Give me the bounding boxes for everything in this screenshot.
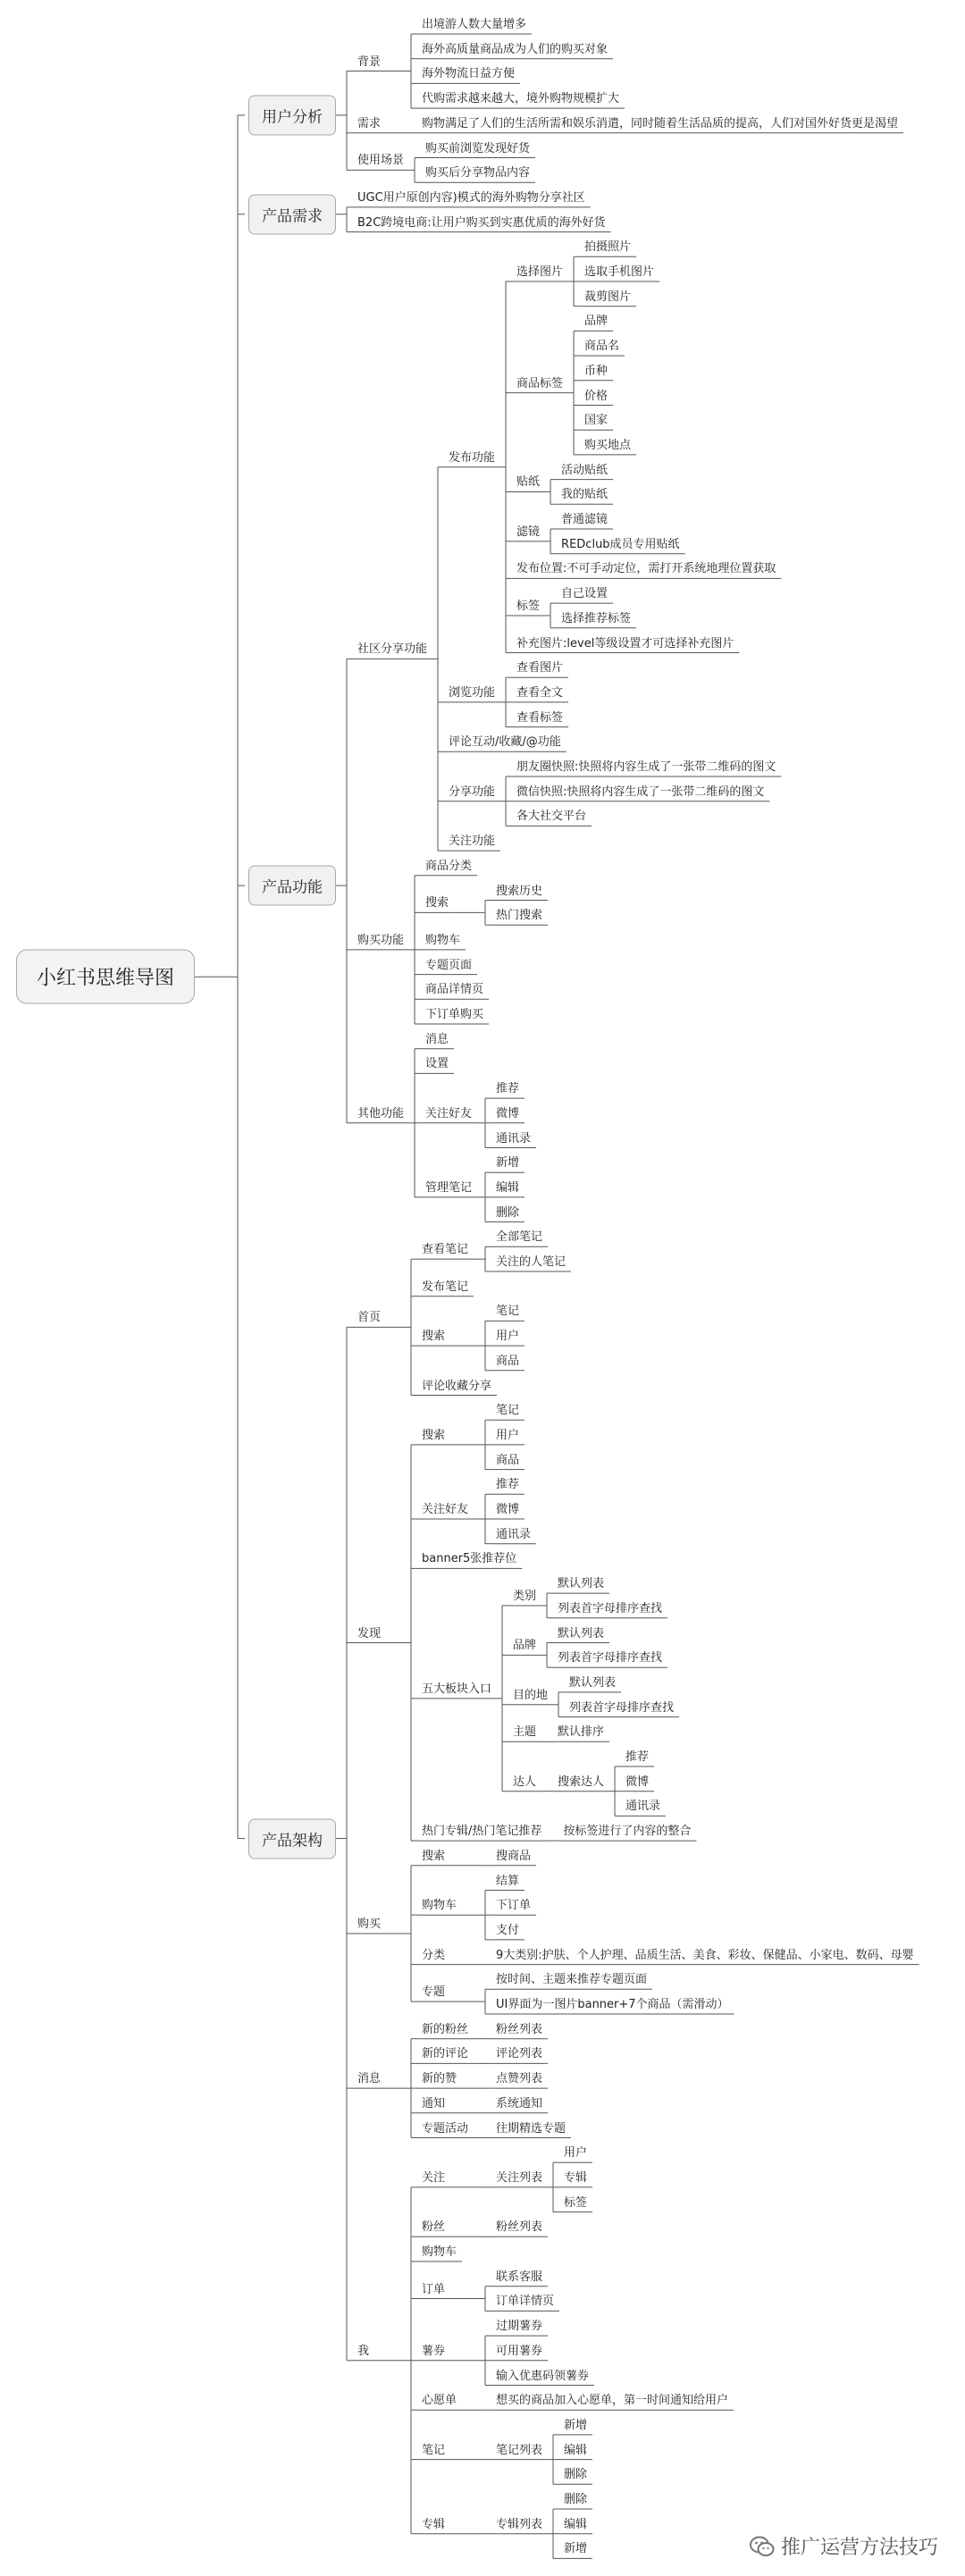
wechat-icon xyxy=(749,2535,776,2558)
mindmap-node: 拍摄照片 xyxy=(584,240,632,255)
mindmap-node: 购买 xyxy=(357,1917,382,1931)
mindmap-node: 自己设置 xyxy=(561,587,608,601)
mindmap-node: 我 xyxy=(357,2344,370,2358)
mindmap-node: 笔记 xyxy=(496,1305,520,1319)
mindmap-node: 目的地 xyxy=(513,1688,549,1702)
mindmap-node: 购物车 xyxy=(425,933,461,947)
mindmap-node: 价格 xyxy=(584,389,608,403)
mindmap-node: 用户 xyxy=(496,1428,520,1442)
mindmap-node: 关注功能 xyxy=(449,835,496,849)
watermark-text: 推广运营方法技巧 xyxy=(780,2537,938,2559)
mindmap-node: 普通滤镜 xyxy=(561,513,608,526)
mindmap-node: UI界面为一图片banner+7个商品（需滑动） xyxy=(496,1998,729,2011)
mindmap-node: 新的赞 xyxy=(422,2072,457,2086)
mindmap-node: 主题 xyxy=(513,1725,537,1740)
mindmap-node: 全部笔记 xyxy=(496,1230,543,1245)
mindmap-node: 商品标签 xyxy=(516,376,564,390)
mindmap-node: 推荐 xyxy=(496,1478,520,1492)
mindmap-node: 购买前浏览发现好货 xyxy=(425,141,531,155)
mindmap-node: 点赞列表 xyxy=(496,2072,543,2086)
mindmap-node: 心愿单 xyxy=(422,2394,457,2408)
mindmap-node: 用户 xyxy=(564,2146,588,2161)
mindmap-node: 分享功能 xyxy=(449,785,496,799)
mindmap-node: 可用薯券 xyxy=(496,2344,543,2358)
mindmap-node: 新的粉丝 xyxy=(422,2022,469,2036)
mindmap-node: 想买的商品加入心愿单，第一时间通知给用户 xyxy=(496,2394,729,2408)
mindmap-node: 商品名 xyxy=(584,340,620,354)
mindmap-node: 新增 xyxy=(496,1156,520,1171)
mindmap-node: 查看笔记 xyxy=(422,1243,469,1257)
main-branch-node: 产品需求 xyxy=(248,194,336,234)
mindmap-node: 购买后分享物品内容 xyxy=(425,166,531,180)
mindmap-node: 发布位置:不可手动定位，需打开系统地理位置获取 xyxy=(516,562,776,576)
mindmap-node: 代购需求越来越大，境外购物规模扩大 xyxy=(422,92,620,106)
mindmap-node: 关注 xyxy=(422,2170,446,2185)
mindmap-node: 购买地点 xyxy=(584,438,632,452)
mindmap-node: 编辑 xyxy=(496,1180,520,1195)
mindmap-node: 关注列表 xyxy=(496,2170,543,2185)
mindmap-node: 推荐 xyxy=(496,1082,520,1096)
mindmap-node: 查看标签 xyxy=(516,710,564,725)
mindmap-node: 订单 xyxy=(422,2282,446,2296)
mindmap-node: 评论互动/收藏/@功能 xyxy=(449,735,561,750)
mindmap-node: 评论收藏分享 xyxy=(422,1379,492,1393)
mindmap-node: 选择图片 xyxy=(516,265,564,279)
mindmap-node: 默认排序 xyxy=(558,1725,605,1740)
mindmap-node: 通讯录 xyxy=(625,1800,661,1814)
mindmap-node: 搜商品 xyxy=(496,1849,532,1863)
mindmap-node: 购物车 xyxy=(422,1899,457,1913)
mindmap-node: 专辑 xyxy=(564,2170,588,2185)
mindmap-node: 商品详情页 xyxy=(425,983,484,997)
mindmap-node: 浏览功能 xyxy=(449,685,496,700)
mindmap-node: 搜索 xyxy=(422,1330,446,1344)
mindmap-node: 下订单 xyxy=(496,1899,532,1913)
mindmap-node: 默认列表 xyxy=(558,1577,605,1591)
mindmap-node: 裁剪图片 xyxy=(584,289,632,304)
mindmap-node: 列表首字母排序查找 xyxy=(558,1651,663,1666)
mindmap-node: 购买功能 xyxy=(357,933,405,947)
main-branch-node: 产品功能 xyxy=(248,866,336,906)
mindmap-node: 朋友圈快照:快照将内容生成了一张带二维码的图文 xyxy=(516,760,776,774)
mindmap-node: 关注好友 xyxy=(422,1503,469,1516)
mindmap-node: 管理笔记 xyxy=(425,1180,473,1195)
mindmap-node: 粉丝列表 xyxy=(496,2022,543,2036)
mindmap-node: 五大板块入口 xyxy=(422,1682,492,1696)
mindmap-node: 搜索 xyxy=(425,896,449,910)
mindmap-node: 贴纸 xyxy=(516,475,541,490)
mindmap-node: 9大类别:护肤、个人护理、品质生活、美食、彩妆、保健品、小家电、数码、母婴 xyxy=(496,1948,914,1962)
mindmap-node: 删除 xyxy=(564,2493,588,2506)
mindmap-node: 关注的人笔记 xyxy=(496,1255,566,1269)
mindmap-node: 按标签进行了内容的整合 xyxy=(563,1825,692,1839)
mindmap-node: 币种 xyxy=(584,364,608,378)
mindmap-node: 查看全文 xyxy=(516,685,564,700)
mindmap-node: 达人 xyxy=(513,1775,537,1789)
mindmap-node: 微博 xyxy=(496,1503,520,1516)
mindmap-node: 标签 xyxy=(564,2195,588,2210)
mindmap-node: 选择推荐标签 xyxy=(561,611,632,625)
mindmap-node: 首页 xyxy=(357,1311,382,1325)
mindmap-node: 新增 xyxy=(564,2542,588,2556)
mindmap-node: 评论列表 xyxy=(496,2047,543,2061)
mindmap-node: 默认列表 xyxy=(569,1675,617,1690)
mindmap-node: 消息 xyxy=(425,1032,449,1046)
mindmap-node: 补充图片:level等级设置才可选择补充图片 xyxy=(516,636,734,650)
mindmap-node: 商品分类 xyxy=(425,859,473,873)
mindmap-node: 推荐 xyxy=(625,1750,650,1764)
mindmap-node: 专题活动 xyxy=(422,2121,469,2135)
mindmap-node: 关注好友 xyxy=(425,1106,473,1120)
mindmap-node: 活动贴纸 xyxy=(561,463,608,477)
mindmap-node: 发现 xyxy=(357,1626,382,1640)
mindmap-node: 商品 xyxy=(496,1453,520,1467)
mindmap-node: 海外高质量商品成为人们的购买对象 xyxy=(422,42,608,56)
mindmap-node: 国家 xyxy=(584,414,608,428)
mindmap-node: 通知 xyxy=(422,2096,446,2110)
mindmap-node: 背景 xyxy=(357,55,382,69)
mindmap-node: 笔记列表 xyxy=(496,2443,543,2457)
mindmap-node: 专辑 xyxy=(422,2517,446,2531)
mindmap-node: 往期精选专题 xyxy=(496,2121,566,2135)
mindmap-node: 品牌 xyxy=(513,1639,537,1653)
mindmap-node: 消息 xyxy=(357,2072,382,2086)
mindmap-node: 笔记 xyxy=(496,1404,520,1418)
mindmap-node: 查看图片 xyxy=(516,661,564,675)
mindmap-node: 过期薯券 xyxy=(496,2320,543,2334)
mindmap-node: 薯券 xyxy=(422,2344,446,2358)
mindmap-node: 各大社交平台 xyxy=(516,810,587,824)
mindmap-node: 专辑列表 xyxy=(496,2517,543,2531)
mindmap-node: 使用场景 xyxy=(357,154,405,168)
mindmap-node: 滤镜 xyxy=(516,524,541,539)
mindmap-node: 搜索 xyxy=(422,1849,446,1863)
mindmap-node: 类别 xyxy=(513,1589,537,1603)
mindmap-node: 编辑 xyxy=(564,2443,588,2457)
mindmap-node: 列表首字母排序查找 xyxy=(569,1700,675,1715)
mindmap-node: 编辑 xyxy=(564,2517,588,2531)
mindmap-node: 微信快照:快照将内容生成了一张带二维码的图文 xyxy=(516,785,765,799)
mindmap-node: 系统通知 xyxy=(496,2096,543,2110)
mindmap-node: 选取手机图片 xyxy=(584,265,655,279)
mindmap-node: 其他功能 xyxy=(357,1106,405,1120)
mindmap-node: 搜索历史 xyxy=(496,884,543,898)
mindmap-node: 新增 xyxy=(564,2418,588,2432)
mindmap-node: 笔记 xyxy=(422,2443,446,2457)
mindmap-node: 专题 xyxy=(422,1985,446,2000)
mindmap-node: 专题页面 xyxy=(425,958,473,972)
mindmap-node: 搜索达人 xyxy=(558,1775,605,1789)
mindmap-node: 热门专辑/热门笔记推荐 xyxy=(422,1825,542,1839)
mindmap-node: 订单详情页 xyxy=(496,2295,555,2309)
mindmap-node: 设置 xyxy=(425,1057,449,1071)
mindmap-node: 社区分享功能 xyxy=(357,642,428,657)
mindmap-node: 粉丝列表 xyxy=(496,2220,543,2235)
mindmap-node: 购物车 xyxy=(422,2245,457,2259)
main-branch-node: 产品架构 xyxy=(248,1818,336,1859)
mindmap-node: 微博 xyxy=(496,1106,520,1120)
mindmap-node: 品牌 xyxy=(584,315,608,329)
mindmap-node: 微博 xyxy=(625,1775,650,1789)
mindmap-node: 热门搜索 xyxy=(496,909,543,923)
mindmap-node: 发布笔记 xyxy=(422,1280,469,1294)
mindmap-node: 下订单购买 xyxy=(425,1008,484,1021)
mindmap-node: 删除 xyxy=(564,2468,588,2482)
mindmap-node: 搜索 xyxy=(422,1428,446,1442)
mindmap-node: REDclub成员专用贴纸 xyxy=(561,537,680,551)
mindmap-node: 我的贴纸 xyxy=(561,488,608,502)
mindmap-node: 发布功能 xyxy=(449,450,496,465)
mindmap-node: 需求 xyxy=(357,116,382,130)
mindmap-node: 标签 xyxy=(516,599,541,613)
mindmap-node: 海外物流日益方便 xyxy=(422,67,516,81)
mindmap-node: 通讯录 xyxy=(496,1527,532,1541)
mindmap-node: 联系客服 xyxy=(496,2270,543,2284)
mindmap-node: 支付 xyxy=(496,1923,520,1937)
mindmap-node: 新的评论 xyxy=(422,2047,469,2061)
main-branch-node: 用户分析 xyxy=(248,95,336,135)
mindmap-node: 商品 xyxy=(496,1354,520,1368)
watermark xyxy=(749,2532,938,2560)
mindmap-node: banner5张推荐位 xyxy=(422,1552,517,1566)
mindmap-node: 出境游人数大量增多 xyxy=(422,18,527,31)
mindmap-node: 购物满足了人们的生活所需和娱乐消遣，同时随着生活品质的提高，人们对国外好货更是渴望 xyxy=(422,116,899,130)
mindmap-node: 结算 xyxy=(496,1874,520,1888)
mindmap-node: B2C跨境电商:让用户购买到实惠优质的海外好货 xyxy=(357,215,606,230)
mindmap-node: 删除 xyxy=(496,1205,520,1220)
mindmap-node: 按时间、主题来推荐专题页面 xyxy=(496,1973,648,1987)
mindmap-node: 通讯录 xyxy=(496,1131,532,1145)
mindmap-node: 列表首字母排序查找 xyxy=(558,1601,663,1615)
mindmap-node: 输入优惠码领薯券 xyxy=(496,2369,590,2383)
mindmap-node: 用户 xyxy=(496,1330,520,1344)
mindmap-node: 粉丝 xyxy=(422,2220,446,2235)
mindmap-node: UGC用户原创内容)模式的海外购物分享社区 xyxy=(357,190,585,205)
root-node: 小红书思维导图 xyxy=(16,950,195,1004)
mindmap-node: 默认列表 xyxy=(558,1626,605,1640)
mindmap-node: 分类 xyxy=(422,1948,446,1962)
